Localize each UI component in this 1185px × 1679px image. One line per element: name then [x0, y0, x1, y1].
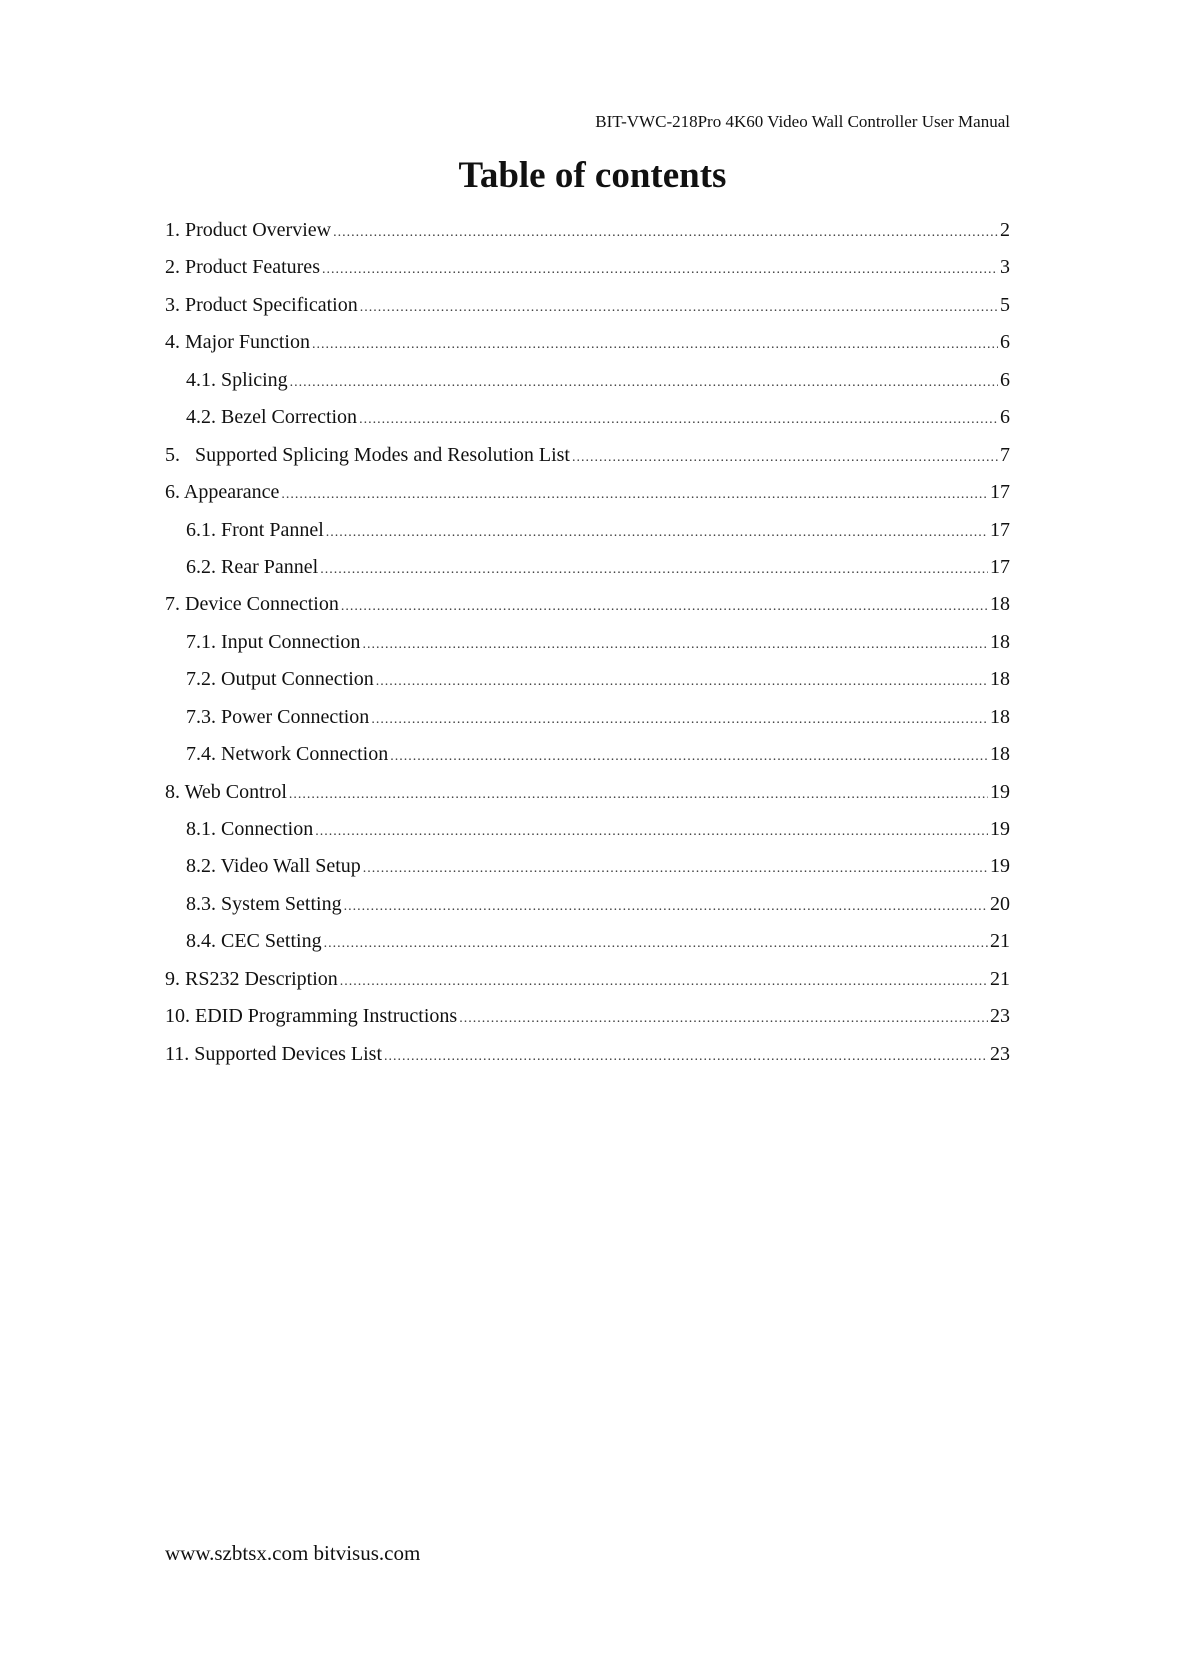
toc-page-number: 5	[1000, 293, 1010, 316]
toc-dot-leader	[371, 706, 988, 734]
toc-entry-label: 4. Major Function	[165, 331, 310, 354]
toc-entry-label: 8.2. Video Wall Setup	[186, 855, 361, 878]
toc-entry-label: 7.3. Power Connection	[186, 705, 370, 728]
toc-subentry[interactable]	[165, 628, 1010, 665]
toc-dot-leader	[312, 331, 998, 359]
toc-subentry[interactable]	[165, 815, 1010, 852]
toc-page-number: 18	[990, 668, 1010, 691]
toc-page-number: 23	[990, 1005, 1010, 1028]
toc-entry-label: 4.2. Bezel Correction	[186, 406, 358, 429]
toc-entry-label: 6. Appearance	[165, 481, 280, 504]
toc-subentry[interactable]	[165, 740, 1010, 777]
running-header: BIT-VWC-218Pro 4K60 Video Wall Controller User Manual	[595, 112, 1010, 131]
toc-page-number: 19	[990, 780, 1010, 803]
toc-dot-leader	[322, 256, 998, 284]
toc-entry-label: 6.2. Rear Pannel	[186, 555, 319, 578]
toc-entry-label: 8. Web Control	[165, 780, 287, 803]
toc-entry-label: 5. Supported Splicing Modes and Resolution List	[165, 443, 570, 466]
toc-page-number: 21	[990, 967, 1010, 990]
toc-dot-leader	[359, 406, 998, 434]
toc-page-number: 18	[990, 743, 1010, 766]
toc-page-number: 20	[990, 892, 1010, 915]
toc-page-number: 17	[990, 555, 1010, 578]
toc-dot-leader	[459, 1005, 988, 1033]
toc-dot-leader	[572, 444, 998, 472]
toc-entry[interactable]	[165, 328, 1010, 365]
toc-page-number: 18	[990, 630, 1010, 653]
toc-entry-label: 10. EDID Programming Instructions	[165, 1005, 458, 1028]
toc-subentry[interactable]	[165, 516, 1010, 553]
toc-entry[interactable]	[165, 216, 1010, 253]
toc-dot-leader	[390, 743, 988, 771]
toc-entry-label: 6.1. Front Pannel	[186, 518, 324, 541]
toc-page-number: 7	[1000, 443, 1010, 466]
toc-entry[interactable]	[165, 1002, 1010, 1039]
toc-dot-leader	[363, 855, 988, 883]
toc-subentry[interactable]	[165, 927, 1010, 964]
toc-entry[interactable]	[165, 965, 1010, 1002]
toc-dot-leader	[289, 781, 988, 809]
toc-entry[interactable]	[165, 478, 1010, 515]
toc-page-number: 18	[990, 593, 1010, 616]
toc-entry-label: 4.1. Splicing	[186, 368, 288, 391]
toc-page-number: 17	[990, 518, 1010, 541]
toc-entry[interactable]	[165, 441, 1010, 478]
page-footer: www.szbtsx.com bitvisus.com	[165, 1541, 421, 1565]
toc-entry-label: 2. Product Features	[165, 256, 320, 279]
toc-entry-label: 3. Product Specification	[165, 293, 358, 316]
toc-dot-leader	[333, 219, 998, 247]
toc-page-number: 6	[1000, 331, 1010, 354]
page-title: Table of contents	[458, 155, 727, 196]
toc-entry-label: 8.3. System Setting	[186, 892, 342, 915]
toc-entry-label: 9. RS232 Description	[165, 967, 338, 990]
toc-entry[interactable]	[165, 1040, 1010, 1077]
toc-subentry[interactable]	[165, 553, 1010, 590]
toc-subentry[interactable]	[165, 852, 1010, 889]
toc-entry-label: 11. Supported Devices List	[165, 1042, 383, 1065]
toc-page-number: 19	[990, 818, 1010, 840]
toc-subentry[interactable]	[165, 665, 1010, 702]
toc-page-number: 23	[990, 1042, 1010, 1065]
toc-page-number: 2	[1000, 219, 1010, 241]
toc-entry[interactable]	[165, 291, 1010, 328]
toc-dot-leader	[360, 294, 998, 322]
toc-page-number: 19	[990, 855, 1010, 878]
toc-dot-leader	[344, 893, 988, 921]
toc-dot-leader	[384, 1043, 988, 1071]
toc-dot-leader	[340, 968, 988, 996]
toc-page-number: 21	[990, 930, 1010, 953]
toc-page-number: 18	[990, 705, 1010, 728]
toc-page-number: 6	[1000, 368, 1010, 391]
toc-dot-leader	[324, 930, 988, 958]
toc-subentry[interactable]	[165, 703, 1010, 740]
toc-subentry[interactable]	[165, 403, 1010, 440]
toc-dot-leader	[376, 668, 988, 696]
toc-dot-leader	[290, 369, 998, 397]
toc-dot-leader	[320, 556, 988, 584]
toc-entry-label: 8.1. Connection	[186, 818, 314, 840]
toc-entry-label: 7. Device Connection	[165, 593, 339, 616]
toc-entry-label: 1. Product Overview	[165, 219, 332, 241]
toc-subentry[interactable]	[165, 890, 1010, 927]
toc-dot-leader	[281, 481, 988, 509]
toc-entry[interactable]	[165, 253, 1010, 290]
toc-page-number: 3	[1000, 256, 1010, 279]
toc-subentry[interactable]	[165, 366, 1010, 403]
toc-entry[interactable]	[165, 778, 1010, 815]
toc-dot-leader	[326, 519, 988, 547]
toc-dot-leader	[362, 631, 988, 659]
toc-entry-label: 8.4. CEC Setting	[186, 930, 322, 953]
toc-dot-leader	[341, 593, 988, 621]
toc-page-number: 17	[990, 481, 1010, 504]
toc-dot-leader	[315, 818, 988, 846]
toc-page-number: 6	[1000, 406, 1010, 429]
toc-entry-label: 7.1. Input Connection	[186, 630, 361, 653]
table-of-contents	[165, 216, 1010, 1077]
toc-entry-label: 7.4. Network Connection	[186, 743, 389, 766]
toc-entry[interactable]	[165, 590, 1010, 627]
toc-entry-label: 7.2. Output Connection	[186, 668, 374, 691]
